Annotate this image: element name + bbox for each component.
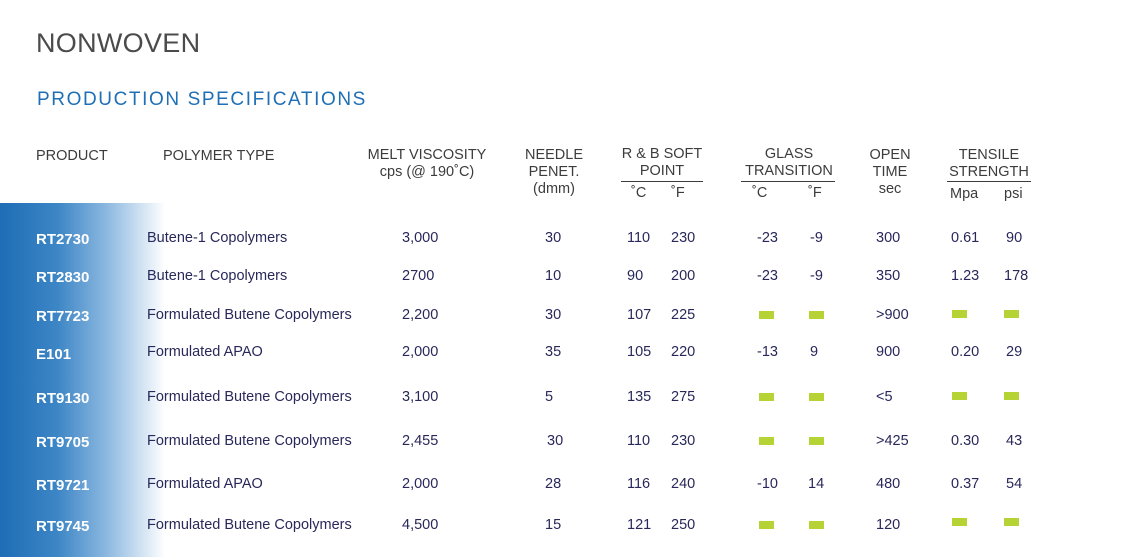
header-tensile-underline (947, 181, 1031, 182)
polymer-type: Formulated Butene Copolymers (147, 433, 352, 449)
tensile-psi-empty-marker (1004, 310, 1019, 318)
rb-soft-c: 116 (627, 476, 651, 492)
melt-viscosity: 3,000 (402, 230, 439, 246)
glass-transition-c: -10 (757, 476, 778, 492)
product-code: RT9705 (36, 434, 90, 451)
product-code: RT7723 (36, 308, 90, 325)
tensile-mpa: 0.30 (951, 433, 980, 449)
product-column-gradient-band (0, 203, 165, 557)
header-open-time (860, 147, 920, 198)
open-time: 900 (876, 344, 901, 360)
open-time: 480 (876, 476, 901, 492)
header-melt-viscosity-line2: cps (@ 190˚C) (379, 164, 475, 180)
needle-penet: 5 (545, 389, 554, 405)
header-needle-line1: NEEDLE (524, 147, 584, 163)
rb-soft-f: 200 (671, 268, 696, 284)
open-time: 120 (876, 517, 901, 533)
open-time: >900 (876, 307, 909, 323)
header-rb-line2: POINT (639, 163, 685, 179)
needle-penet: 15 (545, 517, 562, 533)
tensile-mpa: 0.61 (951, 230, 980, 246)
glass-transition-c-empty-marker (759, 521, 774, 529)
product-code: RT2730 (36, 231, 90, 248)
tensile-mpa-empty-marker (952, 518, 967, 526)
header-polymer-type: POLYMER TYPE (163, 148, 275, 164)
tensile-psi-empty-marker (1004, 518, 1019, 526)
rb-soft-f: 225 (671, 307, 696, 323)
polymer-type: Butene-1 Copolymers (147, 268, 288, 284)
glass-transition-c: -13 (757, 344, 778, 360)
header-gt-line1: GLASS (764, 146, 814, 162)
needle-penet: 30 (545, 230, 562, 246)
glass-transition-c: -23 (757, 268, 778, 284)
tensile-psi-empty-marker (1004, 392, 1019, 400)
header-tensile-line2: STRENGTH (949, 164, 1029, 180)
polymer-type: Formulated Butene Copolymers (147, 307, 352, 323)
melt-viscosity: 2,000 (402, 476, 439, 492)
glass-transition-c-empty-marker (759, 311, 774, 319)
header-gt-unit-c: ˚C (752, 185, 768, 201)
tensile-psi: 43 (1006, 433, 1023, 449)
glass-transition-f: 9 (810, 344, 819, 360)
header-glass-transition (735, 146, 843, 180)
rb-soft-f: 220 (671, 344, 696, 360)
glass-transition-f: 14 (808, 476, 825, 492)
glass-transition-f-empty-marker (809, 311, 824, 319)
needle-penet: 10 (545, 268, 562, 284)
header-needle-line2: PENET. (528, 164, 580, 180)
glass-transition-f-empty-marker (809, 437, 824, 445)
header-gt-line2: TRANSITION (745, 163, 833, 179)
product-code: RT9721 (36, 477, 90, 494)
tensile-mpa-empty-marker (952, 310, 967, 318)
glass-transition-c-empty-marker (759, 437, 774, 445)
header-tensile-unit-psi: psi (1004, 186, 1023, 202)
header-needle-penet (514, 147, 594, 198)
open-time: 300 (876, 230, 901, 246)
tensile-mpa: 0.20 (951, 344, 980, 360)
polymer-type: Formulated APAO (147, 344, 263, 360)
header-tensile-unit-mpa: Mpa (950, 186, 979, 202)
product-code: RT9745 (36, 518, 90, 535)
tensile-mpa: 0.37 (951, 476, 980, 492)
header-rb-underline (621, 181, 703, 182)
header-open-line3: sec (878, 181, 902, 197)
rb-soft-f: 240 (671, 476, 696, 492)
melt-viscosity: 2,000 (402, 344, 439, 360)
needle-penet: 30 (547, 433, 564, 449)
tensile-psi: 29 (1006, 344, 1023, 360)
header-tensile-strength (940, 147, 1038, 181)
polymer-type: Butene-1 Copolymers (147, 230, 288, 246)
header-rb-unit-c: ˚C (631, 185, 647, 201)
product-code: RT2830 (36, 269, 90, 286)
melt-viscosity: 3,100 (402, 389, 439, 405)
polymer-type: Formulated APAO (147, 476, 263, 492)
rb-soft-c: 121 (627, 517, 652, 533)
rb-soft-c: 135 (627, 389, 652, 405)
polymer-type: Formulated Butene Copolymers (147, 517, 352, 533)
header-open-line2: TIME (872, 164, 908, 180)
header-melt-viscosity (357, 147, 497, 181)
header-tensile-line1: TENSILE (958, 147, 1020, 163)
rb-soft-c: 105 (627, 344, 652, 360)
needle-penet: 35 (545, 344, 562, 360)
rb-soft-c: 90 (627, 268, 644, 284)
glass-transition-f-empty-marker (809, 393, 824, 401)
needle-penet: 30 (545, 307, 562, 323)
melt-viscosity: 2,455 (402, 433, 439, 449)
header-open-line1: OPEN (869, 147, 911, 163)
header-gt-unit-f: ˚F (808, 185, 822, 201)
rb-soft-f: 230 (671, 433, 696, 449)
rb-soft-c: 107 (627, 307, 652, 323)
tensile-mpa-empty-marker (952, 392, 967, 400)
glass-transition-f-empty-marker (809, 521, 824, 529)
page-title: NONWOVEN (36, 28, 201, 58)
open-time: 350 (876, 268, 901, 284)
product-code: E101 (36, 346, 72, 363)
open-time: <5 (876, 389, 893, 405)
needle-penet: 28 (545, 476, 562, 492)
header-rb-line1: R & B SOFT (621, 146, 703, 162)
header-rb-unit-f: ˚F (671, 185, 685, 201)
glass-transition-f: -9 (810, 268, 823, 284)
melt-viscosity: 4,500 (402, 517, 439, 533)
product-code: RT9130 (36, 390, 90, 407)
tensile-psi: 178 (1004, 268, 1029, 284)
section-subtitle: PRODUCTION SPECIFICATIONS (37, 89, 367, 110)
melt-viscosity: 2,200 (402, 307, 439, 323)
open-time: >425 (876, 433, 909, 449)
glass-transition-f: -9 (810, 230, 823, 246)
rb-soft-f: 275 (671, 389, 696, 405)
header-gt-underline (741, 181, 835, 182)
rb-soft-c: 110 (627, 433, 651, 449)
header-rb-soft-point (610, 146, 714, 180)
header-product: PRODUCT (36, 148, 108, 164)
header-melt-viscosity-line1: MELT VISCOSITY (367, 147, 487, 163)
tensile-psi: 54 (1006, 476, 1023, 492)
rb-soft-f: 230 (671, 230, 696, 246)
glass-transition-c-empty-marker (759, 393, 774, 401)
tensile-psi: 90 (1006, 230, 1023, 246)
glass-transition-c: -23 (757, 230, 778, 246)
melt-viscosity: 2700 (402, 268, 435, 284)
header-needle-line3: (dmm) (533, 181, 575, 197)
rb-soft-f: 250 (671, 517, 696, 533)
polymer-type: Formulated Butene Copolymers (147, 389, 352, 405)
tensile-mpa: 1.23 (951, 268, 980, 284)
rb-soft-c: 110 (627, 230, 651, 246)
